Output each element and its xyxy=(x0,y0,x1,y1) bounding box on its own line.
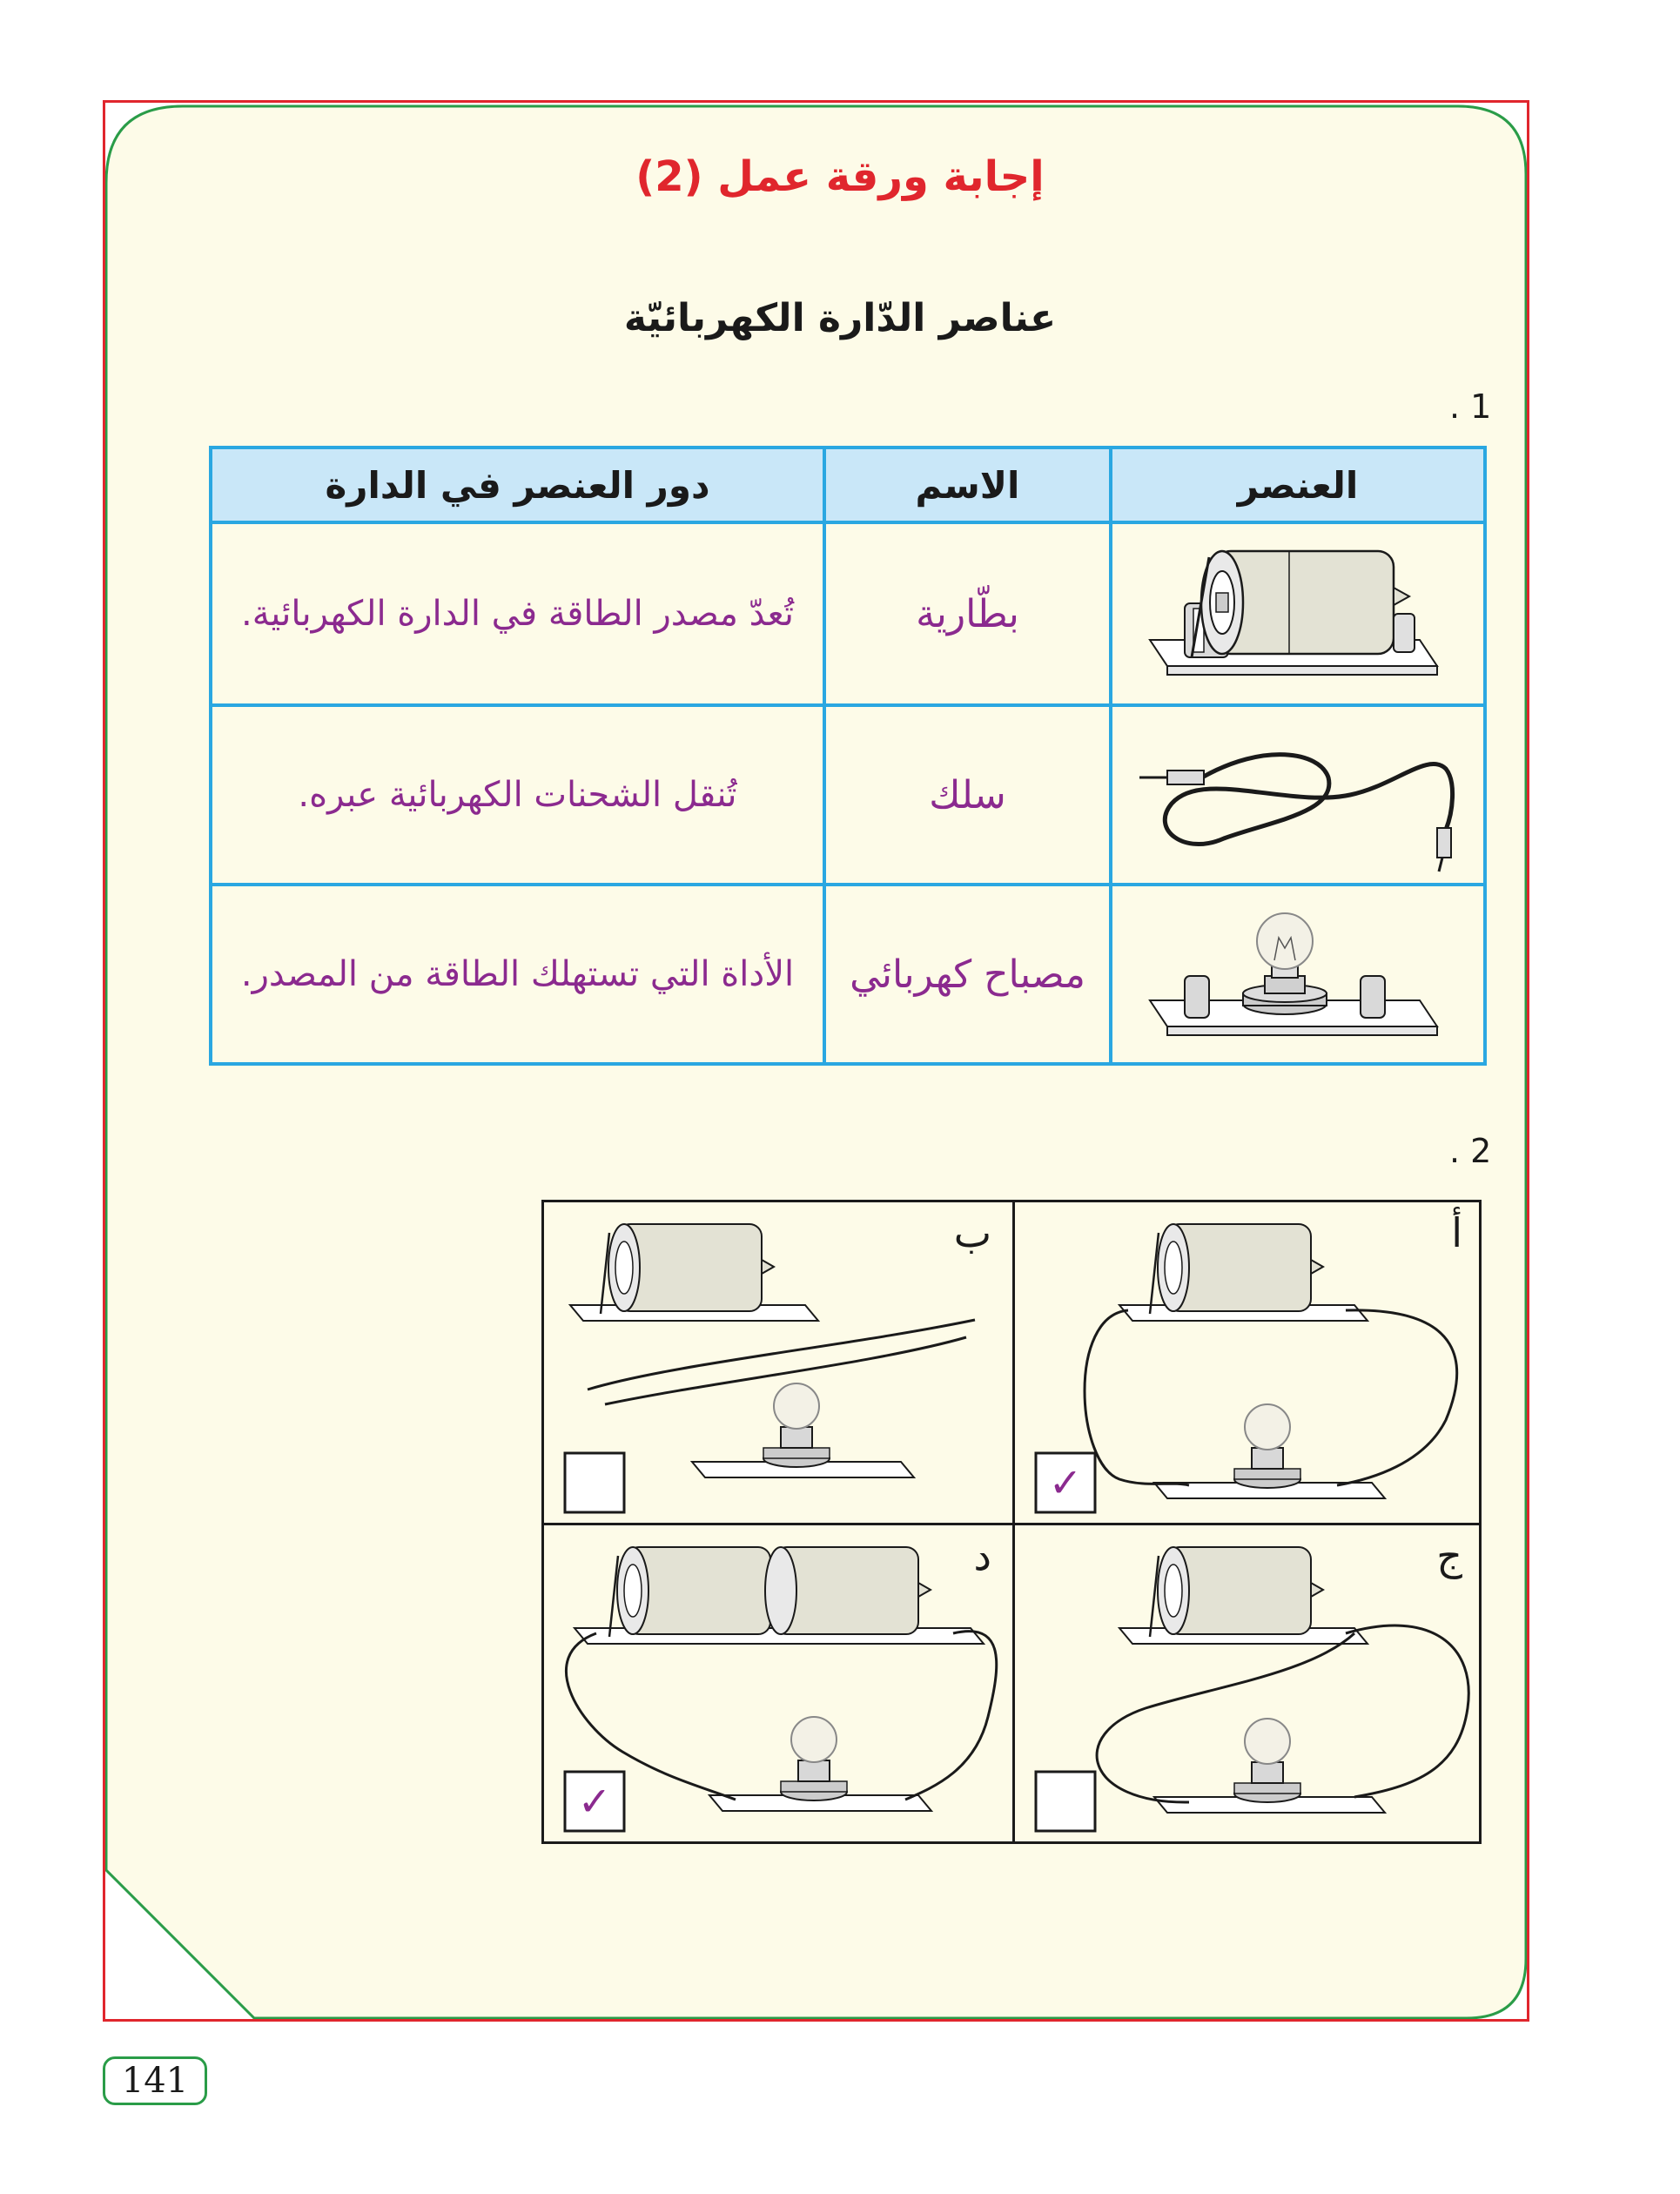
table-row xyxy=(211,705,1485,885)
battery-cell xyxy=(1111,522,1485,705)
row-name: سلك xyxy=(824,705,1111,885)
header-element: العنصر xyxy=(1111,448,1485,522)
wire-icon xyxy=(1132,717,1463,873)
row-role: تُعدّ مصدر الطاقة في الدارة الكهربائية. xyxy=(211,522,824,705)
bulb-cell xyxy=(1111,885,1485,1064)
short-circuit-illustration xyxy=(1015,1525,1483,1841)
circuit-option-d[interactable] xyxy=(544,1525,1012,1846)
option-d-checkmark: ✓ xyxy=(577,1778,612,1825)
table-row xyxy=(211,522,1485,705)
circuits-grid xyxy=(541,1200,1482,1844)
two-battery-circuit-illustration xyxy=(544,1525,1012,1841)
bulb-icon xyxy=(1132,896,1463,1053)
row-name: بطّارية xyxy=(824,522,1111,705)
circuit-option-a[interactable] xyxy=(1015,1202,1483,1523)
option-c-letter: ج xyxy=(1436,1532,1462,1579)
question-1-number: . 1 xyxy=(1449,387,1492,426)
open-circuit-illustration xyxy=(544,1202,1012,1523)
option-a-checkmark: ✓ xyxy=(1048,1459,1083,1506)
page-number: 141 xyxy=(103,2056,207,2105)
circuit-option-b[interactable] xyxy=(544,1202,1012,1523)
worksheet-subtitle: عناصر الدّارة الكهربائيّة xyxy=(623,296,1057,340)
question-2-number: . 2 xyxy=(1449,1132,1492,1170)
header-role: دور العنصر في الدارة xyxy=(211,448,824,522)
row-role: تُنقل الشحنات الكهربائية عبره. xyxy=(211,705,824,885)
circuit-option-c[interactable] xyxy=(1015,1525,1483,1846)
header-name: الاسم xyxy=(824,448,1111,522)
worksheet-title: إجابة ورقة عمل (2) xyxy=(635,152,1045,201)
row-name: مصباح كهربائي xyxy=(824,885,1111,1064)
table-row xyxy=(211,885,1485,1064)
option-d-letter: د xyxy=(973,1532,991,1579)
row-role: الأداة التي تستهلك الطاقة من المصدر. xyxy=(211,885,824,1064)
battery-icon xyxy=(1132,535,1463,692)
option-a-letter: أ xyxy=(1451,1209,1462,1256)
circuit-elements-table xyxy=(209,446,1487,1066)
option-b-letter: ب xyxy=(953,1209,991,1256)
table-header-row xyxy=(211,448,1485,522)
closed-circuit-illustration xyxy=(1015,1202,1483,1523)
wire-cell xyxy=(1111,705,1485,885)
